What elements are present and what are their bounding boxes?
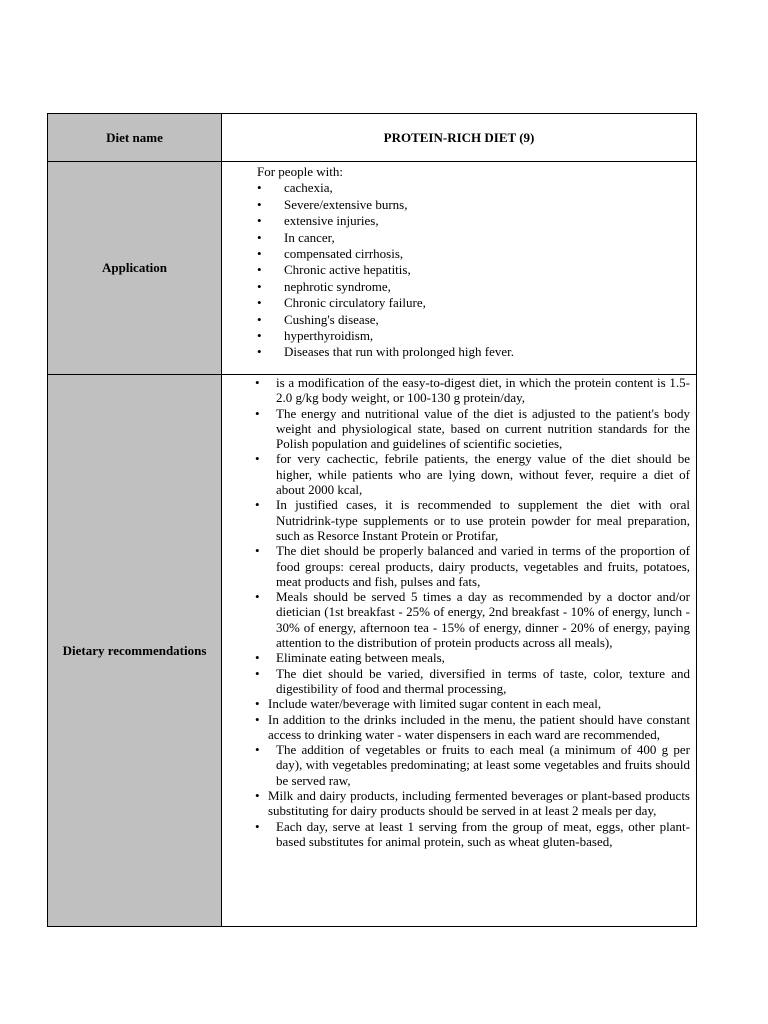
list-item: • Each day, serve at least 1 serving from the group of meat, eggs, other plant-based substitutes for animal protein, such as wheat gluten-based, [222,819,690,850]
list-item: • In addition to the drinks included in the menu, the patient should have constant access to drinking water - water dispensers in each ward are recommended, [222,712,690,743]
list-item: • nephrotic syndrome, [257,279,688,295]
list-item: • Chronic circulatory failure, [257,295,688,311]
list-item: • is a modification of the easy-to-digest diet, in which the protein content is 1.5-2.0 g/kg body weight, or 100-130 g protein/day, [222,375,690,406]
list-item: • Cushing's disease, [257,312,688,328]
list-item: • Chronic active hepatitis, [257,262,688,278]
list-item: • Include water/beverage with limited sugar content in each meal, [222,696,690,711]
application-row [48,162,697,375]
application-label: Application [48,162,222,375]
list-item: • Meals should be served 5 times a day as recommended by a doctor and/or dietician (1st breakfast - 25% of energy, 2nd breakfast - 10% of energy, lunch - 30% of energy, afternoon tea - 15% of energy, dinner - 20% of energy, paying attention to the distribution of protein products across all meals), [222,589,690,650]
diet-table [47,113,697,927]
list-item: • The diet should be varied, diversified in terms of taste, color, texture and digestibility of food and thermal processing, [222,666,690,697]
list-item: • The energy and nutritional value of the diet is adjusted to the patient's body weight and physiological state, based on current nutrition standards for the Polish population and guidelines of scientific societies, [222,406,690,452]
list-item: • cachexia, [257,180,688,196]
list-item: • compensated cirrhosis, [257,246,688,262]
diet-name-row [48,114,697,162]
list-item: • Milk and dairy products, including fermented beverages or plant-based products substituting for dairy products should be served in at least 2 meals per day, [222,788,690,819]
diet-name-value: PROTEIN-RICH DIET (9) [222,114,697,162]
list-item: • In cancer, [257,230,688,246]
recommendations-label: Dietary recommendations [48,375,222,927]
list-item: • The addition of vegetables or fruits to each meal (a minimum of 400 g per day), with vegetables predominating; at least some vegetables and fruits should be served raw, [222,742,690,788]
list-item: • for very cachectic, febrile patients, the energy value of the diet should be higher, while patients who are lying down, without fever, require a diet of about 2000 kcal, [222,451,690,497]
recommendations-list [222,375,690,849]
list-item: • Diseases that run with prolonged high fever. [257,344,688,360]
recommendations-cell [222,375,697,927]
list-item: • extensive injuries, [257,213,688,229]
list-item: • hyperthyroidism, [257,328,688,344]
application-list [257,180,688,360]
diet-name-label: Diet name [48,114,222,162]
list-item: • Eliminate eating between meals, [222,650,690,665]
recommendations-row [48,375,697,927]
list-item: • In justified cases, it is recommended to supplement the diet with oral Nutridrink-type supplements or to use protein powder for meal preparation, such as Resorce Instant Protein or Protifar, [222,497,690,543]
application-intro: For people with: [257,164,343,179]
list-item: • Severe/extensive burns, [257,197,688,213]
application-cell [222,162,697,375]
list-item: • The diet should be properly balanced and varied in terms of the proportion of food groups: cereal products, dairy products, vegetables and fruits, potatoes, meat products and fish, pulses and fats, [222,543,690,589]
